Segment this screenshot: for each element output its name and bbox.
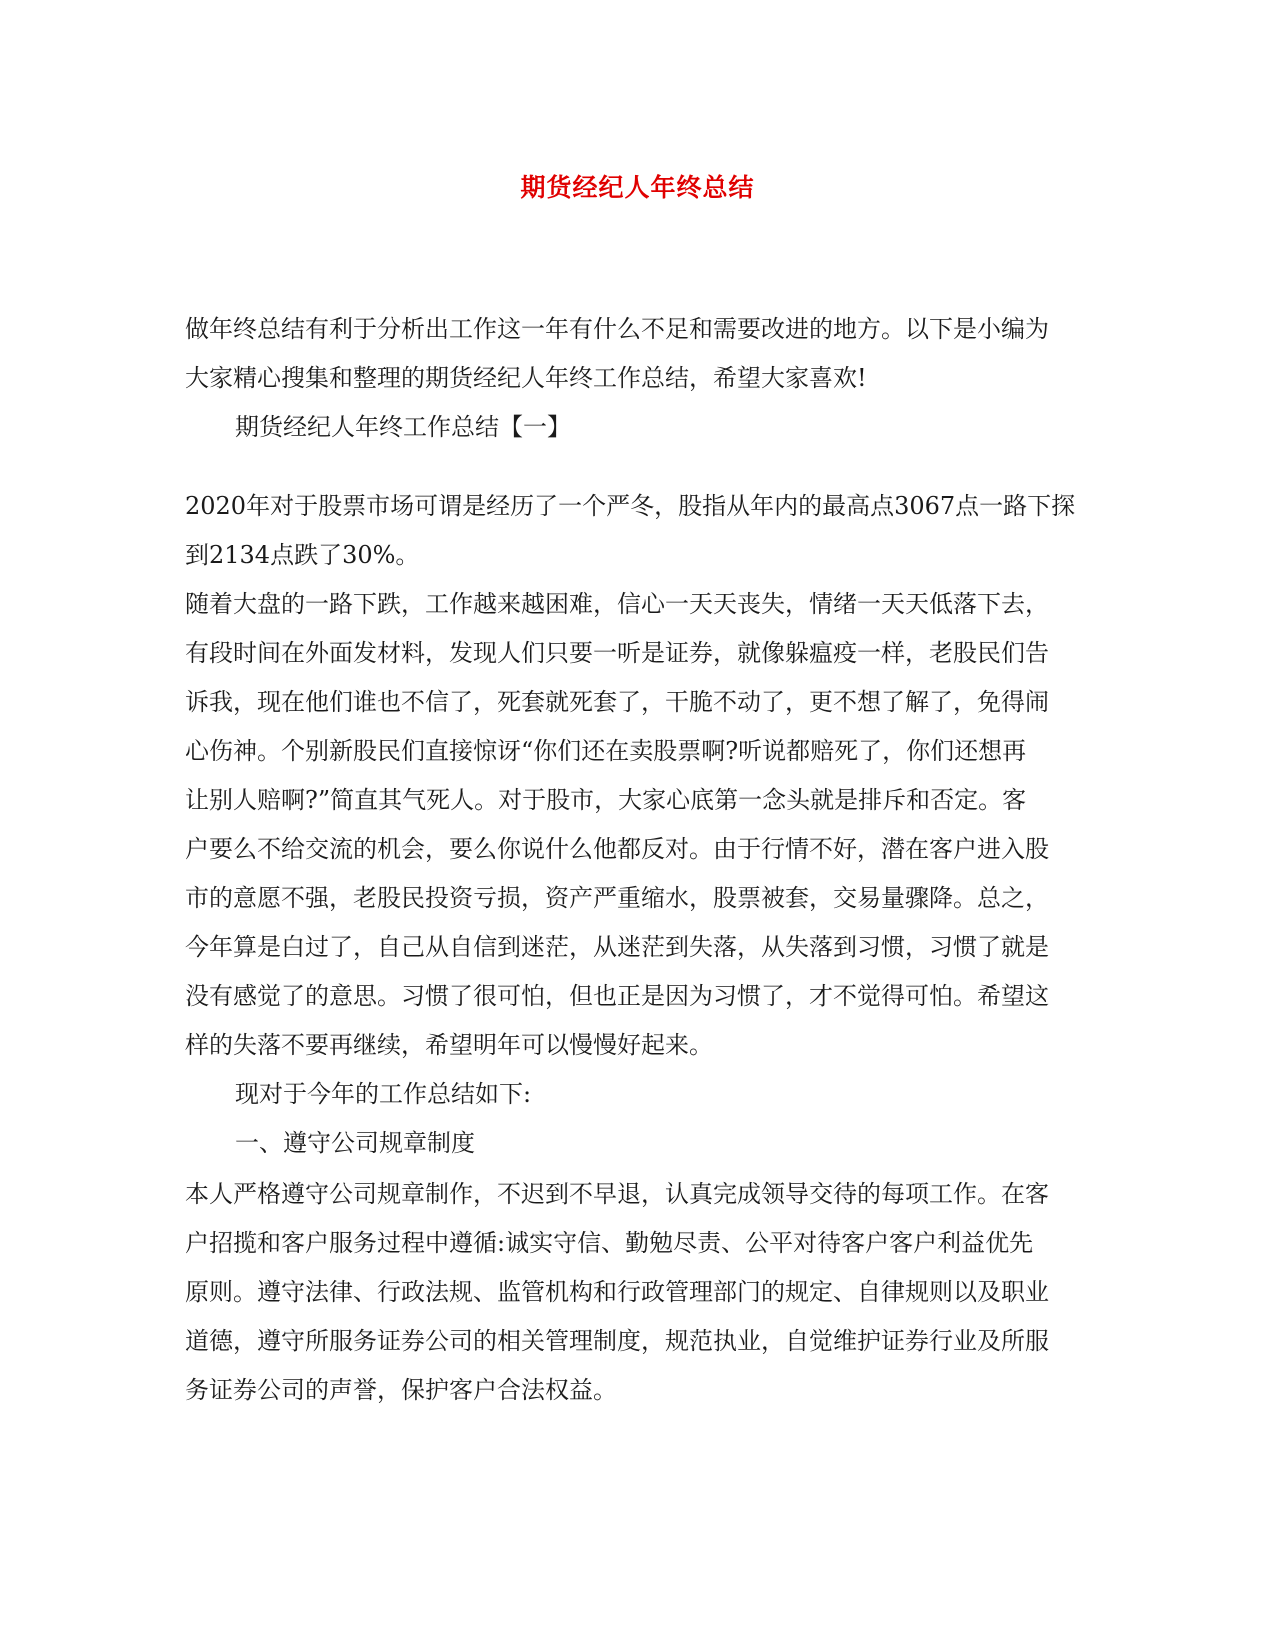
- paragraph-1-line: 市的意愿不强，老股民投资亏损，资产严重缩水，股票被套，交易量骤降。总之，: [185, 884, 1049, 912]
- section-heading-2: 一、遵守公司规章制度: [235, 1129, 475, 1157]
- paragraph-2-line: 本人严格遵守公司规章制作，不迟到不早退，认真完成领导交待的每项工作。在客: [185, 1180, 1049, 1208]
- paragraph-1-line: 户要么不给交流的机会，要么你说什么他都反对。由于行情不好，潜在客户进入股: [185, 835, 1049, 863]
- paragraph-2: [185, 1170, 1090, 1415]
- intro-line: 大家精心搜集和整理的期货经纪人年终工作总结，希望大家喜欢!: [185, 364, 867, 392]
- paragraph-1-line: 让别人赔啊?”简直其气死人。对于股市，大家心底第一念头就是排斥和否定。客: [185, 786, 1027, 814]
- paragraph-1-line: 诉我，现在他们谁也不信了，死套就死套了，干脆不动了，更不想了解了，免得闹: [185, 688, 1049, 716]
- paragraph-1: [185, 482, 1090, 1168]
- paragraph-1-line: 今年算是白过了，自己从自信到迷茫，从迷茫到失落，从失落到习惯，习惯了就是: [185, 933, 1049, 961]
- paragraph-1-line: 样的失落不要再继续，希望明年可以慢慢好起来。: [185, 1031, 713, 1059]
- paragraph-2-line: 道德，遵守所服务证券公司的相关管理制度，规范执业，自觉维护证券行业及所服: [185, 1327, 1049, 1355]
- paragraph-1-line: 没有感觉了的意思。习惯了很可怕，但也正是因为习惯了，才不觉得可怕。希望这: [185, 982, 1049, 1010]
- section-heading-1: 期货经纪人年终工作总结【一】: [235, 413, 571, 441]
- paragraph-1-line: 2020年对于股票市场可谓是经历了一个严冬，股指从年内的最高点3067点一路下探: [185, 492, 1076, 520]
- paragraph-2-line: 原则。遵守法律、行政法规、监管机构和行政管理部门的规定、自律规则以及职业: [185, 1278, 1049, 1306]
- intro-line: 做年终总结有利于分析出工作这一年有什么不足和需要改进的地方。以下是小编为: [185, 315, 1049, 343]
- summary-intro: 现对于今年的工作总结如下:: [235, 1080, 532, 1108]
- intro-paragraph: [185, 305, 1090, 452]
- paragraph-2-line: 户招揽和客户服务过程中遵循:诚实守信、勤勉尽责、公平对待客户客户利益优先: [185, 1229, 1034, 1257]
- paragraph-1-line: 有段时间在外面发材料，发现人们只要一听是证券，就像躲瘟疫一样，老股民们告: [185, 639, 1049, 667]
- paragraph-2-line: 务证券公司的声誉，保护客户合法权益。: [185, 1376, 617, 1404]
- paragraph-1-line: 心伤神。个别新股民们直接惊讶“你们还在卖股票啊?听说都赔死了，你们还想再: [185, 737, 1027, 765]
- paragraph-1-line: 随着大盘的一路下跌，工作越来越困难，信心一天天丧失，情绪一天天低落下去，: [185, 590, 1049, 618]
- paragraph-1-line: 到2134点跌了30%。: [185, 541, 420, 569]
- document-title: 期货经纪人年终总结: [520, 173, 755, 202]
